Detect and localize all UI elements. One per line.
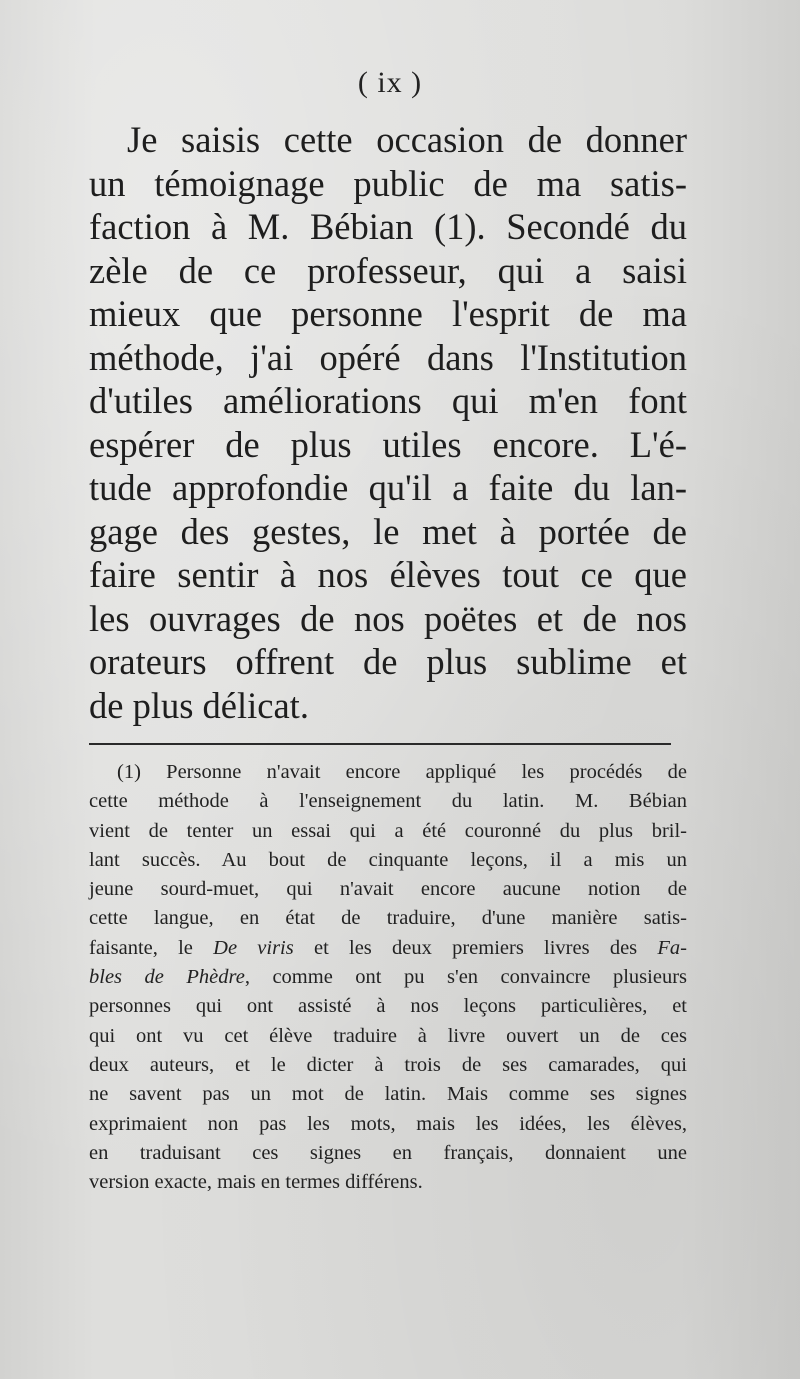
footnote-line: cette méthode à l'enseignement du latin. M. Bébian (89, 790, 687, 813)
footnote-line: cette langue, en état de traduire, d'une manière satis- (89, 907, 687, 930)
footnote-line: deux auteurs, et le dicter à trois de ses camarades, qui (89, 1053, 687, 1076)
paragraph-line: zèle de ce professeur, qui a saisi (89, 249, 687, 291)
footnote-line: version exacte, mais en termes différens. (89, 1171, 423, 1194)
footnote-line: jeune sourd-muet, qui n'avait encore aucune notion de (89, 878, 687, 901)
paragraph-line: les ouvrages de nos poëtes et de nos (89, 597, 687, 639)
footnote-divider (89, 743, 671, 745)
footnote-text: et les deux premiers livres des (293, 936, 658, 959)
paragraph-line: Je saisis cette occasion de donner (127, 119, 687, 160)
main-paragraph (89, 118, 687, 727)
footnote (89, 758, 687, 1197)
footnote-line: (1) Personne n'avait encore appliqué les procédés de (117, 761, 687, 783)
footnote-line: en traduisant ces signes en français, donnaient une (89, 1141, 687, 1164)
footnote-line: vient de tenter un essai qui a été couronné du plus bril- (89, 819, 687, 842)
paragraph-line: un témoignage public de ma satis- (89, 162, 687, 204)
footnote-text: , comme ont pu s'en convaincre plusieurs (244, 966, 687, 989)
page-number: ( ix ) (357, 66, 423, 99)
footnote-text: faisante, le (89, 936, 214, 959)
italic-title-de-viris: De viris (213, 936, 294, 959)
paragraph-line: méthode, j'ai opéré dans l'Institution (89, 336, 687, 378)
paragraph-line: gage des gestes, le met à portée de (89, 510, 687, 552)
paragraph-line: d'utiles améliorations qui m'en font (89, 380, 687, 421)
italic-title-fables-cont: bles de Phèdre (89, 966, 245, 989)
paragraph-line: orateurs offrent de plus sublime et (89, 641, 687, 682)
paragraph-line: faire sentir à nos élèves tout ce que (89, 554, 687, 595)
paragraph-line: mieux que personne l'esprit de ma (89, 293, 687, 334)
paragraph-line: de plus délicat. (89, 684, 309, 726)
italic-title-fables: Fa- (657, 936, 687, 959)
paragraph-line: espérer de plus utiles encore. L'é- (89, 423, 687, 465)
footnote-line (89, 934, 687, 963)
paragraph-line: tude approfondie qu'il a faite du lan- (89, 467, 687, 508)
footnote-line: qui ont vu cet élève traduire à livre ouvert un de ces (89, 1024, 687, 1047)
paragraph-line: faction à M. Bébian (1). Secondé du (89, 206, 687, 247)
footnote-line: ne savent pas un mot de latin. Mais comme ses signes (89, 1083, 687, 1106)
footnote-line: exprimaient non pas les mots, mais les idées, les élèves, (89, 1112, 687, 1135)
footnote-line: lant succès. Au bout de cinquante leçons, il a mis un (89, 848, 687, 871)
footnote-line: personnes qui ont assisté à nos leçons particulières, et (89, 995, 687, 1018)
footnote-line (89, 963, 687, 992)
